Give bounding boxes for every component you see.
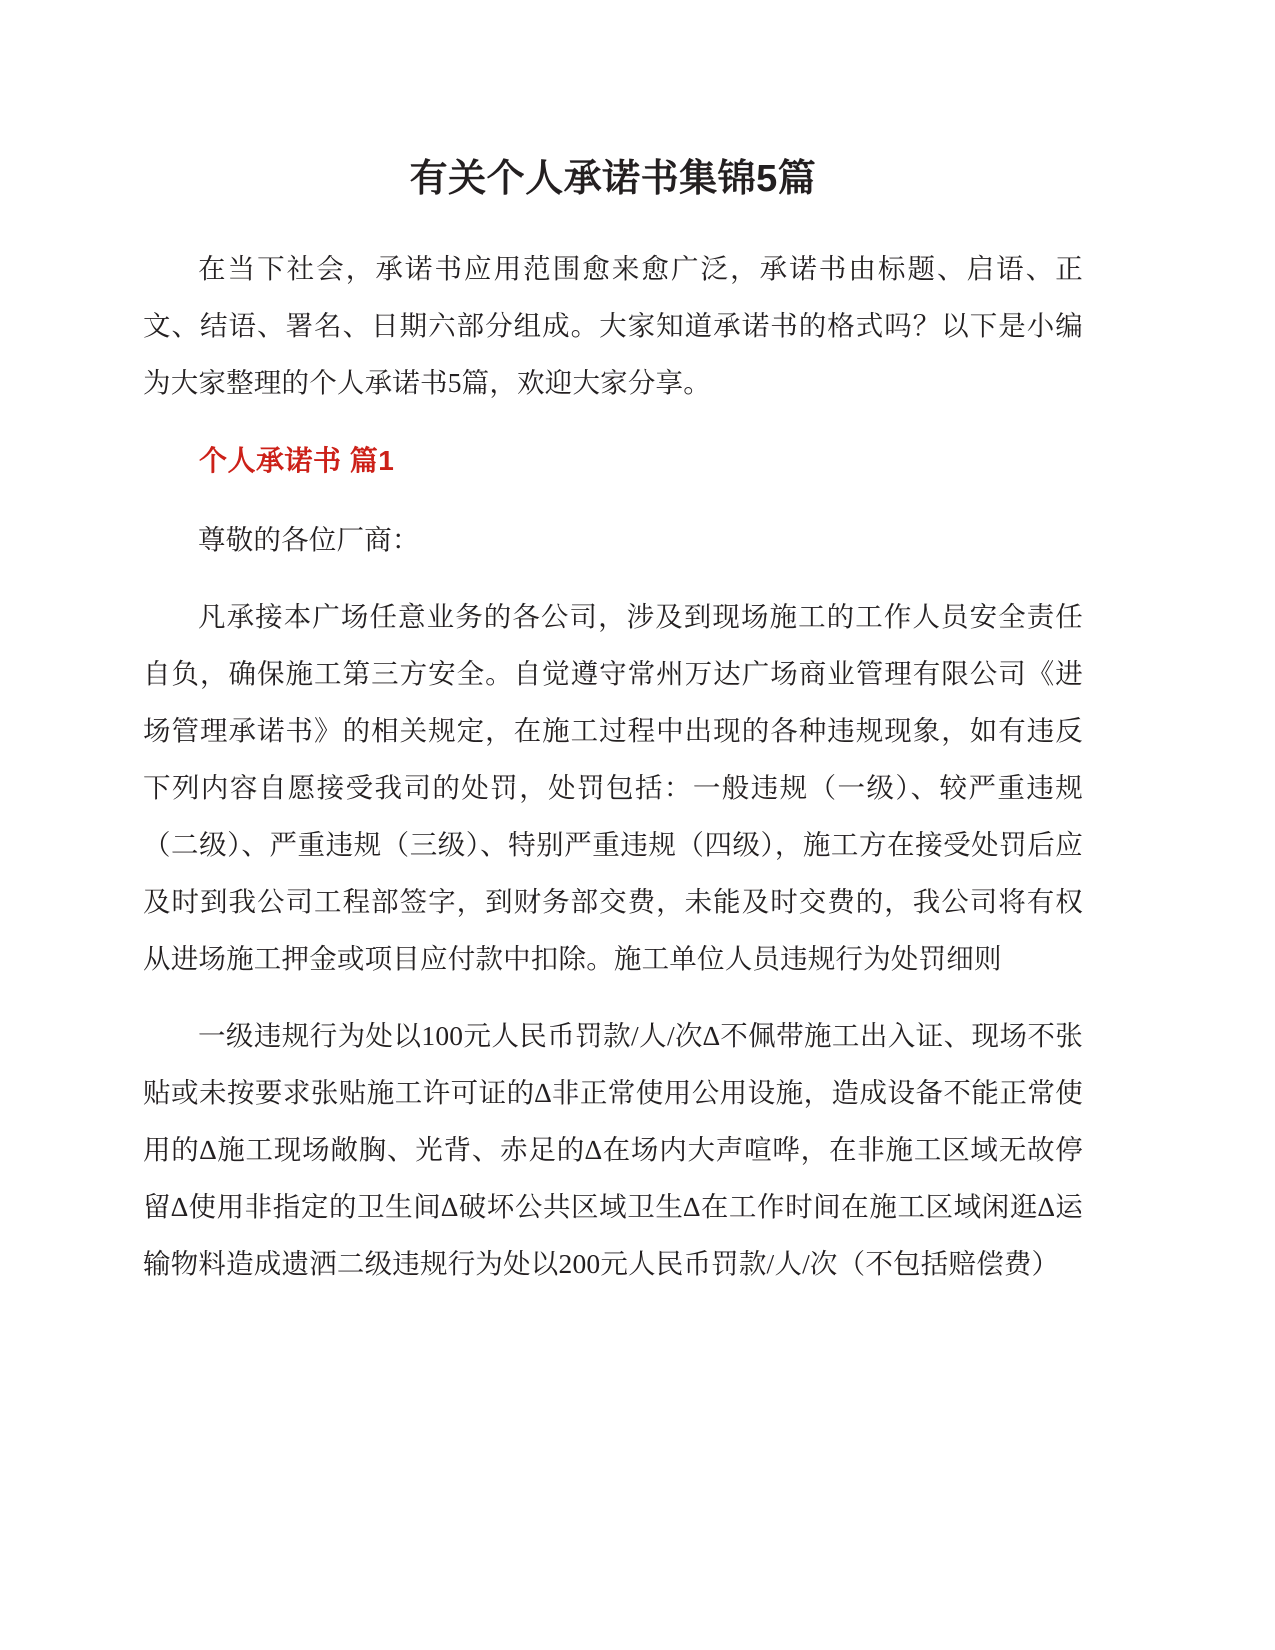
- spacer: [143, 411, 1083, 441]
- body-paragraph-2: 一级违规行为处以100元人民币罚款/人/次∆不佩带施工出入证、现场不张贴或未按要求张贴施工许可证的∆非正常使用公用设施，造成设备不能正常使用的∆施工现场敞胸、光背、赤足的∆在场内大声喧哗，在非施工区域无故停留∆使用非指定的卫生间∆破坏公共区域卫生∆在工作时间在施工区域闲逛∆运输物料造成遗洒二级违规行为处以200元人民币罚款/人/次（不包括赔偿费）: [143, 1020, 1083, 1280]
- spacer: [143, 481, 1083, 511]
- spacer: [143, 987, 1083, 1007]
- intro-paragraph: 在当下社会，承诺书应用范围愈来愈广泛，承诺书由标题、启语、正文、结语、署名、日期六部分组成。大家知道承诺书的格式吗？以下是小编为大家整理的个人承诺书5篇，欢迎大家分享。: [143, 253, 1083, 399]
- section-heading-pian1: 个人承诺书 篇1: [199, 445, 395, 477]
- document-content: [143, 0, 1083, 1292]
- spacer: [143, 568, 1083, 588]
- salutation-line: 尊敬的各位厂商：: [198, 524, 420, 556]
- page-title: 有关个人承诺书集锦5篇: [409, 158, 817, 200]
- body-paragraph-1: 凡承接本广场任意业务的各公司，涉及到现场施工的工作人员安全责任自负，确保施工第三方安全。自觉遵守常州万达广场商业管理有限公司《进场管理承诺书》的相关规定，在施工过程中出现的各种违规现象，如有违反下列内容自愿接受我司的处罚，处罚包括：一般违规（一级）、较严重违规（二级）、严重违规（三级）、特别严重违规（四级），施工方在接受处罚后应及时到我公司工程部签字，到财务部交费，未能及时交费的，我公司将有权从进场施工押金或项目应付款中扣除。施工单位人员违规行为处罚细则: [143, 601, 1083, 975]
- spacer: [143, 204, 1083, 240]
